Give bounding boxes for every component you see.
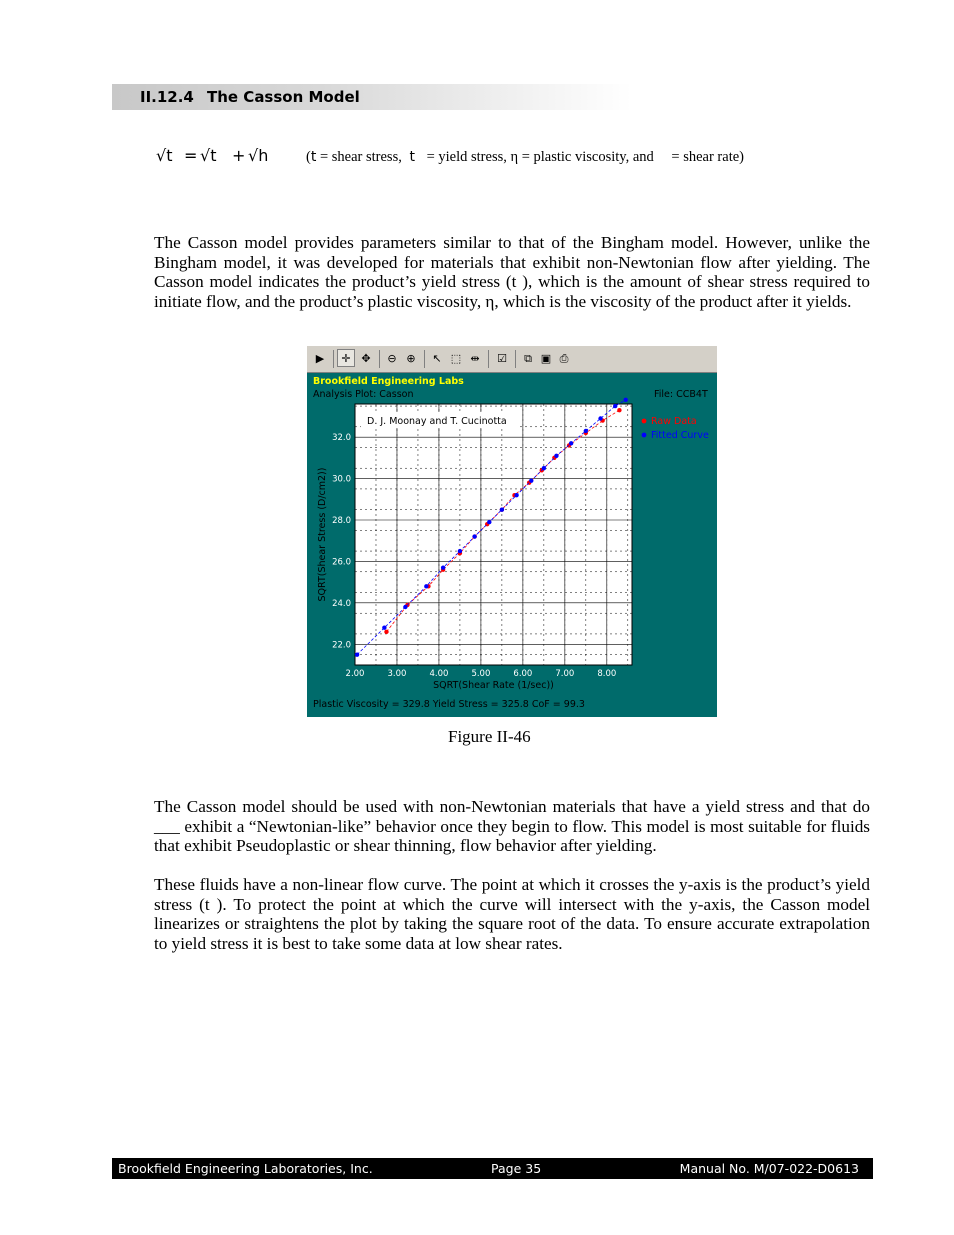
analysis-plot-window [307,346,717,717]
fitted-curve-point [569,441,573,445]
raw-data-point [617,408,621,412]
x-tick-label: 2.00 [345,669,365,679]
footer-page-number: Page 35 [491,1161,542,1176]
fitted-curve-point [584,429,588,433]
x-axis-label: SQRT(Shear Rate (1/sec)) [433,680,554,691]
y-axis-label: SQRT(Shear Stress (D/cm2)) [317,467,328,602]
legend-open-paren: ( [306,149,311,165]
figure-caption: Figure II-46 [448,727,531,746]
footer-company: Brookfield Engineering Laboratories, Inc. [118,1161,373,1176]
paragraph-usage: The Casson model should be used with non-Newtonian materials that have a yield stress and that do ___ exhibit a “Newtonian-like” behavior once they begin to flow. This model is most suitable for fluids that exhibit Pseudoplastic or shear thinning, flow behavior after yielding. [154,797,870,856]
raw-data-point [384,630,388,634]
fitted-curve-point [382,626,386,630]
select-box-icon[interactable]: ⬚ [450,352,462,365]
chart-title: D. J. Moonay and T. Cucinotta [367,416,507,427]
casson-plot [307,346,717,717]
legend-def-shear-rate: = shear rate) [671,149,744,165]
y-tick-label: 24.0 [332,598,351,609]
fit-icon[interactable]: ⇹ [470,352,480,365]
x-tick-label: 8.00 [597,669,617,679]
plot-area [355,404,632,665]
fit-statistics: Plastic Viscosity = 329.8 Yield Stress = 325.8 CoF = 99.3 [313,699,585,710]
fitted-curve-point [403,605,407,609]
analysis-label: Analysis Plot: Casson [313,389,414,400]
fitted-curve-point [472,534,476,538]
fitted-curve-point [514,493,518,497]
fitted-curve-point [424,584,428,588]
legend-marker [642,419,647,424]
copy-icon[interactable]: ⧉ [524,352,532,365]
legend-marker [642,433,647,438]
properties-icon[interactable]: ☑ [497,352,507,365]
x-tick-label: 5.00 [471,669,491,679]
casson-equation [156,142,856,172]
equation-equals: = [184,146,198,165]
legend-symbol-yield: t [409,149,415,165]
print-icon[interactable]: ⎙ [559,352,569,365]
legend-label: Raw Data [651,416,697,427]
x-tick-label: 6.00 [513,669,533,679]
zoom-in-icon[interactable]: ⊕ [406,352,416,365]
play-icon[interactable]: ▶ [315,352,325,365]
section-title: The Casson Model [207,88,360,106]
legend-label: Fitted Curve [651,430,709,441]
y-tick-label: 32.0 [332,433,351,444]
fitted-curve-point [529,478,533,482]
footer-manual-number: Manual No. M/07-022-D0613 [679,1161,859,1176]
page-footer [112,1158,873,1179]
y-tick-label: 30.0 [332,474,351,485]
equation-lhs: √t [156,146,173,165]
file-label: File: CCB4T [654,389,708,400]
crosshair-icon[interactable]: ✛ [337,349,355,367]
pointer-icon[interactable]: ↖ [432,352,442,365]
fitted-curve-point [355,652,359,656]
pan-icon[interactable]: ✥ [361,352,371,365]
legend-def-yield-stress: = yield stress, η = plastic viscosity, and [426,149,654,165]
fitted-curve-point [487,520,491,524]
equation-term-yield: √t [200,146,217,165]
fitted-curve-point [598,416,602,420]
legend-symbol-shear: t [310,149,317,165]
y-tick-label: 26.0 [332,557,351,568]
fitted-curve-point [624,398,628,402]
equation-legend [306,149,744,166]
y-tick-label: 28.0 [332,516,351,526]
legend-def-shear-stress: = shear stress, [319,149,402,165]
section-number: II.12.4 [140,88,194,106]
fitted-curve-point [441,565,445,569]
brand-label: Brookfield Engineering Labs [313,376,464,387]
x-tick-label: 7.00 [555,669,575,679]
x-tick-label: 3.00 [387,669,407,679]
fitted-curve-point [500,507,504,511]
save-icon[interactable]: ▣ [540,352,552,365]
equation-plus: + [232,146,246,165]
fitted-curve-point [554,454,558,458]
zoom-out-icon[interactable]: ⊖ [387,352,397,365]
paragraph-linearization: These fluids have a non-linear flow curve. The point at which it crosses the y-axis is the product’s yield stress (t ). To protect the point at which the curve will intersect with the y-axis, the Casson model linearizes or straightens the plot by taking the square root of the data. To ensure accurate extrapolation to yield stress it is best to take some data at low shear rates. [154,875,870,954]
section-header [112,84,632,110]
equation-term-viscosity: √h [248,146,269,165]
fitted-curve-point [613,404,617,408]
fitted-curve-point [458,549,462,553]
fitted-curve-point [542,466,546,470]
y-tick-label: 22.0 [332,640,351,651]
x-tick-label: 4.00 [429,669,449,679]
paragraph-intro: The Casson model provides parameters similar to that of the Bingham model. However, unlike the Bingham model, it was developed for materials that exhibit non-Newtonian flow after yielding. The Casson model indicates the product’s yield stress (t ), which is the amount of shear stress required to initiate flow, and the product’s plastic viscosity, η, which is the viscosity of the product after it yields. [154,233,870,312]
